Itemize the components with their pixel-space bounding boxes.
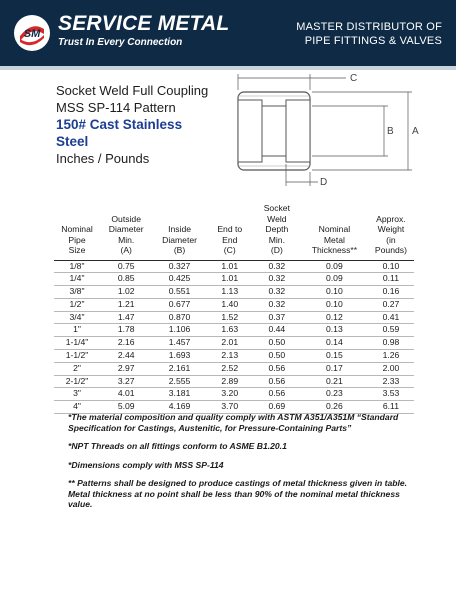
dimensions-table (54, 203, 414, 414)
cell-pipe-size: 1" (54, 324, 100, 337)
dimension-a-label: A (412, 126, 419, 137)
col-header-pipe-size: Nominal Pipe Size (54, 203, 100, 260)
product-title (56, 82, 226, 167)
brand-block (58, 13, 229, 49)
title-units: Inches / Pounds (56, 151, 150, 166)
table-body (54, 260, 414, 414)
table-row (54, 273, 414, 286)
cell-pipe-size: 3" (54, 388, 100, 401)
cell-weight: 0.41 (368, 311, 414, 324)
cell-pipe-size: 2" (54, 362, 100, 375)
cell-socket-depth: 0.56 (253, 362, 301, 375)
table-row (54, 375, 414, 388)
note-patterns: ** Patterns shall be designed to produce castings of metal thickness given in table. Metal thickness at no point shall be less than 90% of the nominal metal thickness value. (68, 478, 408, 509)
dimension-d-label: D (320, 177, 328, 188)
cell-metal-thickness: 0.09 (301, 273, 368, 286)
logo-icon (14, 15, 50, 51)
table-header-row (54, 203, 414, 260)
cell-end-to-end: 1.13 (207, 286, 253, 299)
cell-socket-depth: 0.44 (253, 324, 301, 337)
brand-tagline: Trust In Every Connection (58, 37, 183, 48)
cell-inside-diameter: 3.181 (152, 388, 206, 401)
cell-outside-diameter: 5.09 (100, 401, 152, 414)
cell-end-to-end: 1.01 (207, 273, 253, 286)
cell-socket-depth: 0.56 (253, 375, 301, 388)
socket-right (286, 100, 310, 162)
cell-end-to-end: 1.52 (207, 311, 253, 324)
col-header-socket-depth: Socket Weld Depth Min. (D) (253, 203, 301, 260)
brand-name: SERVICE METAL (58, 12, 230, 35)
header-tagline-line: MASTER DISTRIBUTOR OF (296, 21, 442, 33)
note-threads: *NPT Threads on all fittings conform to ASME B1.20.1 (68, 441, 287, 451)
cell-outside-diameter: 1.78 (100, 324, 152, 337)
cell-metal-thickness: 0.26 (301, 401, 368, 414)
cell-metal-thickness: 0.13 (301, 324, 368, 337)
cell-outside-diameter: 0.85 (100, 273, 152, 286)
cell-inside-diameter: 1.457 (152, 337, 206, 350)
cell-inside-diameter: 2.161 (152, 362, 206, 375)
cell-inside-diameter: 1.693 (152, 350, 206, 363)
cell-outside-diameter: 4.01 (100, 388, 152, 401)
cell-end-to-end: 2.89 (207, 375, 253, 388)
cell-metal-thickness: 0.09 (301, 260, 368, 273)
cell-inside-diameter: 4.169 (152, 401, 206, 414)
cell-weight: 0.16 (368, 286, 414, 299)
table-row (54, 388, 414, 401)
cell-weight: 2.00 (368, 362, 414, 375)
page-header (0, 0, 456, 66)
dimension-b-label: B (387, 126, 394, 137)
cell-pipe-size: 1/2" (54, 298, 100, 311)
table-row (54, 362, 414, 375)
cell-weight: 2.33 (368, 375, 414, 388)
cell-socket-depth: 0.32 (253, 273, 301, 286)
note-dimensions: *Dimensions comply with MSS SP-114 (68, 459, 224, 470)
header-tagline (292, 20, 442, 48)
cell-pipe-size: 1/8" (54, 260, 100, 273)
cell-socket-depth: 0.50 (253, 337, 301, 350)
cell-weight: 0.11 (368, 273, 414, 286)
socket-left (238, 100, 262, 162)
cell-metal-thickness: 0.15 (301, 350, 368, 363)
table-row (54, 311, 414, 324)
cell-outside-diameter: 0.75 (100, 260, 152, 273)
table-row (54, 337, 414, 350)
cell-inside-diameter: 0.677 (152, 298, 206, 311)
cell-weight: 0.10 (368, 260, 414, 273)
cell-socket-depth: 0.32 (253, 298, 301, 311)
cell-weight: 1.26 (368, 350, 414, 363)
title-product: Socket Weld Full Coupling (56, 83, 209, 98)
col-header-end-to-end: End to End (C) (207, 203, 253, 260)
cell-pipe-size: 1-1/2" (54, 350, 100, 363)
cell-inside-diameter: 0.551 (152, 286, 206, 299)
cell-outside-diameter: 1.02 (100, 286, 152, 299)
table-row (54, 260, 414, 273)
note-material: *The material composition and quality comply with ASTM A351/A351M “Standard Specification for Castings, Austenitic, for Pressure-Containing Parts” (68, 412, 399, 433)
cell-end-to-end: 1.01 (207, 260, 253, 273)
cell-pipe-size: 3/8" (54, 286, 100, 299)
cell-metal-thickness: 0.17 (301, 362, 368, 375)
col-header-inside-diameter: Inside Diameter (B) (152, 203, 206, 260)
table-row (54, 298, 414, 311)
cell-end-to-end: 3.70 (207, 401, 253, 414)
cell-pipe-size: 3/4" (54, 311, 100, 324)
coupling-bore (262, 106, 286, 156)
title-material-cont: Steel (56, 134, 89, 149)
cell-inside-diameter: 1.106 (152, 324, 206, 337)
cell-weight: 0.98 (368, 337, 414, 350)
cell-outside-diameter: 1.21 (100, 298, 152, 311)
cell-inside-diameter: 0.870 (152, 311, 206, 324)
coupling-diagram (220, 70, 440, 190)
cell-metal-thickness: 0.10 (301, 298, 368, 311)
cell-socket-depth: 0.56 (253, 388, 301, 401)
cell-weight: 0.59 (368, 324, 414, 337)
cell-pipe-size: 4" (54, 401, 100, 414)
cell-weight: 3.53 (368, 388, 414, 401)
cell-metal-thickness: 0.14 (301, 337, 368, 350)
cell-inside-diameter: 0.327 (152, 260, 206, 273)
cell-end-to-end: 2.01 (207, 337, 253, 350)
cell-pipe-size: 2-1/2" (54, 375, 100, 388)
footnotes (68, 412, 418, 518)
table-row (54, 350, 414, 363)
cell-weight: 0.27 (368, 298, 414, 311)
col-header-weight: Approx. Weight (in Pounds) (368, 203, 414, 260)
table-row (54, 324, 414, 337)
cell-pipe-size: 1/4" (54, 273, 100, 286)
cell-end-to-end: 2.52 (207, 362, 253, 375)
cell-pipe-size: 1-1/4" (54, 337, 100, 350)
logo-badge (14, 15, 50, 51)
cell-socket-depth: 0.32 (253, 260, 301, 273)
col-header-metal-thickness: Nominal Metal Thickness** (301, 203, 368, 260)
dimension-c-label: C (350, 73, 358, 84)
col-header-outside-diameter: Outside Diameter Min. (A) (100, 203, 152, 260)
cell-inside-diameter: 0.425 (152, 273, 206, 286)
cell-metal-thickness: 0.23 (301, 388, 368, 401)
cell-outside-diameter: 3.27 (100, 375, 152, 388)
cell-socket-depth: 0.32 (253, 286, 301, 299)
cell-weight: 6.11 (368, 401, 414, 414)
header-tagline-line: PIPE FITTINGS & VALVES (304, 35, 442, 47)
cell-end-to-end: 1.63 (207, 324, 253, 337)
cell-socket-depth: 0.69 (253, 401, 301, 414)
cell-metal-thickness: 0.21 (301, 375, 368, 388)
cell-outside-diameter: 2.16 (100, 337, 152, 350)
cell-outside-diameter: 1.47 (100, 311, 152, 324)
cell-end-to-end: 1.40 (207, 298, 253, 311)
cell-outside-diameter: 2.97 (100, 362, 152, 375)
title-standard: MSS SP-114 Pattern (56, 100, 176, 115)
cell-end-to-end: 3.20 (207, 388, 253, 401)
cell-inside-diameter: 2.555 (152, 375, 206, 388)
cell-outside-diameter: 2.44 (100, 350, 152, 363)
cell-metal-thickness: 0.12 (301, 311, 368, 324)
logo-initials: SM (23, 28, 41, 40)
cell-socket-depth: 0.37 (253, 311, 301, 324)
table-row (54, 286, 414, 299)
cell-socket-depth: 0.50 (253, 350, 301, 363)
cell-metal-thickness: 0.10 (301, 286, 368, 299)
title-material: 150# Cast Stainless (56, 117, 183, 132)
cell-end-to-end: 2.13 (207, 350, 253, 363)
